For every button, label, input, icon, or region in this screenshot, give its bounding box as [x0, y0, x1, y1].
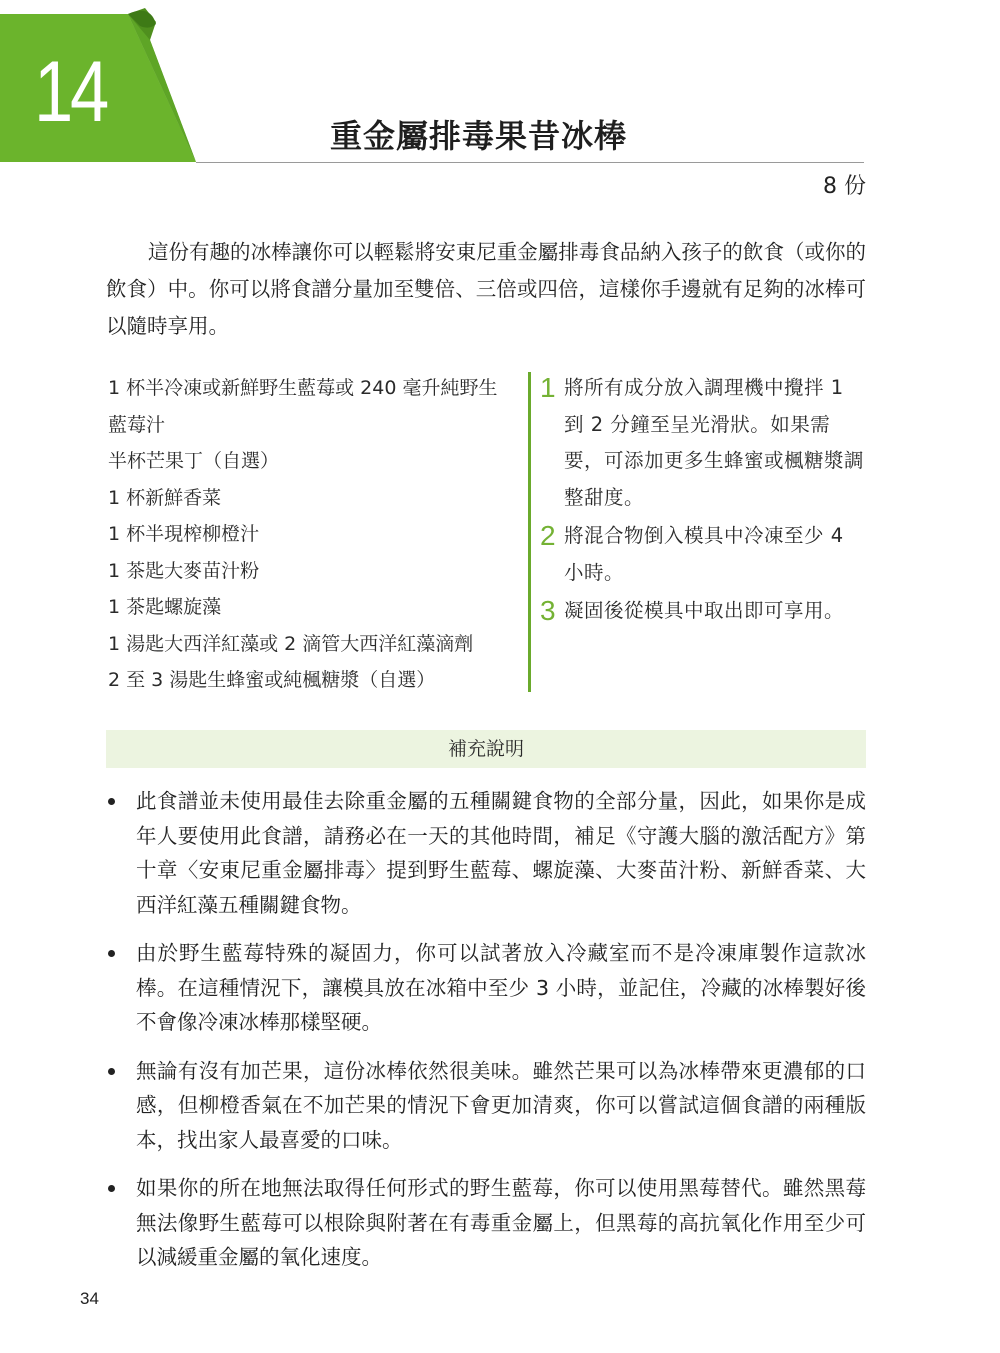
note-text: 無論有沒有加芒果，這份冰棒依然很美味。雖然芒果可以為冰棒帶來更濃郁的口感，但柳橙香氣在不加芒果的情況下會更加清爽，你可以嘗試這個食譜的兩種版本，找出家人最喜愛的口味。 — [136, 1058, 866, 1152]
step-text: 凝固後從模具中取出即可享用。 — [564, 599, 845, 622]
ingredient-item: 1 茶匙大麥苗汁粉 — [108, 559, 260, 582]
bullet-icon — [108, 798, 115, 805]
ingredient-item: 1 杯半冷凍或新鮮野生藍莓或 240 毫升純野生藍莓汁 — [108, 377, 498, 436]
bullet-icon — [108, 1185, 115, 1192]
notes-heading: 補充說明 — [106, 730, 866, 768]
title-divider — [196, 162, 864, 163]
ingredient-item: 半杯芒果丁（自選） — [108, 450, 280, 472]
bullet-icon — [108, 1068, 115, 1075]
page-number: 34 — [80, 1289, 99, 1308]
note-text: 由於野生藍莓特殊的凝固力，你可以試著放入冷藏室而不是冷凍庫製作這款冰棒。在這種情況下，讓模具放在冰箱中至少 3 小時，並記住，冷藏的冰棒製好後不會像冷凍冰棒那樣堅硬。 — [136, 941, 866, 1034]
ingredient-item: 2 至 3 湯匙生蜂蜜或純楓糖漿（自選） — [108, 669, 436, 691]
step-number: 3 — [540, 595, 556, 626]
ingredient-item: 1 杯新鮮香菜 — [108, 486, 222, 509]
step-number: 1 — [540, 372, 556, 403]
step-text: 將所有成分放入調理機中攪拌 1 到 2 分鐘至呈光滑狀。如果需要，可添加更多生蜂蜜或楓糖漿調整甜度。 — [564, 376, 865, 509]
note-text: 此食譜並未使用最佳去除重金屬的五種關鍵食物的全部分量，因此，如果你是成年人要使用此食譜，請務必在一天的其他時間，補足《守護大腦的激活配方》第十章〈安東尼重金屬排毒〉提到野生藍莓、螺旋藻、大麥苗汁粉、新鮮香菜、大西洋紅藻五種關鍵食物。 — [136, 789, 866, 917]
ingredient-item: 1 茶匙螺旋藻 — [108, 596, 222, 618]
note-item — [106, 1054, 866, 1158]
step-list — [540, 370, 868, 632]
intro-paragraph: 這份有趣的冰棒讓你可以輕鬆將安東尼重金屬排毒食品納入孩子的飲食（或你的飲食）中。你可以將食譜分量加至雙倍、三倍或四倍，這樣你手邊就有足夠的冰棒可以隨時享用。 — [106, 240, 866, 338]
step-text: 將混合物倒入模具中冷凍至少 4 小時。 — [564, 524, 844, 584]
ingredient-list — [108, 370, 513, 699]
note-item — [106, 1171, 866, 1275]
recipe-title: 重金屬排毒果昔冰棒 — [330, 117, 628, 155]
note-text: 如果你的所在地無法取得任何形式的野生藍莓，你可以使用黑莓替代。雖然黑莓無法像野生藍莓可以根除與附著在有毒重金屬上，但黑莓的高抗氧化作用至少可以減緩重金屬的氧化速度。 — [136, 1176, 866, 1269]
ingredient-item: 1 杯半現榨柳橙汁 — [108, 523, 260, 545]
bullet-icon — [108, 950, 115, 957]
step-item — [540, 593, 868, 630]
chapter-number: 14 — [34, 44, 106, 140]
step-number: 2 — [540, 520, 556, 551]
note-item — [106, 784, 866, 922]
servings: 8 份 — [823, 174, 866, 199]
column-divider — [528, 372, 531, 692]
step-item — [540, 370, 868, 516]
ingredient-item: 1 湯匙大西洋紅藻或 2 滴管大西洋紅藻滴劑 — [108, 632, 474, 655]
step-item — [540, 518, 868, 591]
notes-list — [106, 784, 866, 1289]
note-item — [106, 936, 866, 1040]
